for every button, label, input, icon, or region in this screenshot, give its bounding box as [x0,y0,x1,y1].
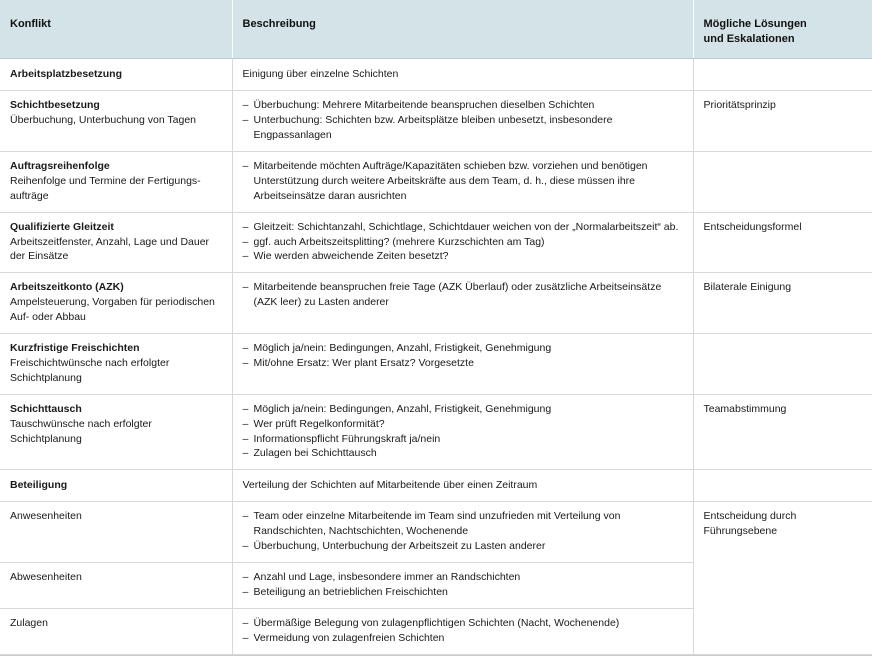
cell-loesungen [693,273,872,334]
konflikt-subtitle: Freischichtwünsche nach erfolgter Schichtplanung [10,356,170,384]
cell-beschreibung [232,151,693,212]
header-row [0,6,872,59]
table-row [0,151,872,212]
beschreibung-list-item: – Unterbuchung: Schichten bzw. Arbeitsplätze bleiben unbesetzt, insbesondere Engpassanlagen [243,113,683,143]
cell-konflikt [0,212,232,273]
beschreibung-list-item: – ggf. auch Arbeitszeitsplitting? (mehrere Kurzschichten am Tag) [243,235,683,250]
cell-loesungen [693,394,872,470]
konflikt-title: Arbeitszeitkonto (AZK) [10,281,124,294]
beschreibung-text: Verteilung der Schichten auf Mitarbeitende über einen Zeitraum [242,479,538,492]
beschreibung-list-item: – Wie werden abweichende Zeiten besetzt? [243,249,683,264]
cell-beschreibung [232,212,693,273]
cell-loesungen [693,59,872,91]
column-header-konflikt: Konflikt [0,6,232,59]
konflikt-title: Kurzfristige Freischichten [10,342,140,355]
loesung-text: Teamabstimmung [703,402,787,415]
beschreibung-list-item: – Vermeidung von zulagenfreien Schichten [243,631,683,646]
konflikt-subtitle: Überbuchung, Unterbuchung von Tagen [10,114,197,127]
konflikt-subtitle: Reihenfolge und Termine der Fertigungsaufträge [10,174,201,202]
cell-beschreibung [232,394,693,470]
beschreibung-list-item: – Überbuchung, Unterbuchung der Arbeitszeit zu Lasten anderer [243,539,683,554]
cell-konflikt [0,273,232,334]
cell-loesungen [693,151,872,212]
konflikt-title: Schichtbesetzung [10,99,100,112]
cell-konflikt [0,59,232,91]
column-header-loesungen [693,6,872,59]
beschreibung-text: Einigung über einzelne Schichten [242,68,399,81]
table-row [0,59,872,91]
table-row [0,91,872,152]
konflikt-subtitle: Zulagen [10,616,48,629]
loesung-line1: Entscheidung durch [703,510,797,523]
column-header-loesungen-line2: und Eskalationen [703,32,795,45]
konflikt-subtitle: Anwesenheiten [10,510,82,523]
beschreibung-list-item: – Übermäßige Belegung von zulagenpflichtigen Schichten (Nacht, Wochenende) [243,616,683,631]
konflikt-subtitle: Abwesenheiten [10,571,82,583]
cell-loesungen [693,91,872,152]
cell-konflikt [0,394,232,470]
beschreibung-list-item: – Zulagen bei Schichttausch [243,446,683,461]
konflikt-title: Arbeitsplatzbesetzung [10,68,123,81]
cell-loesungen [693,334,872,395]
column-header-beschreibung: Beschreibung [232,6,693,59]
cell-beschreibung [232,273,693,334]
beschreibung-list-item: – Anzahl und Lage, insbesondere immer an Randschichten [243,570,683,585]
beschreibung-list [243,220,683,265]
beschreibung-list [243,98,683,143]
beschreibung-list [243,570,683,600]
konflikt-title: Schichttausch [10,402,82,415]
cell-konflikt [0,502,232,563]
loesung-line2: Führungsebene [703,525,778,538]
cell-beschreibung [232,502,693,563]
beschreibung-list-item: – Mitarbeitende beanspruchen freie Tage (AZK Überlauf) oder zusätzliche Arbeitseinsätze (AZK leer) zu Lasten anderer [243,280,683,310]
beschreibung-list-item: – Informationspflicht Führungskraft ja/nein [243,432,683,447]
konflikt-subtitle: Tauschwünsche nach erfolgter Schichtplanung [10,417,152,445]
cell-beschreibung [232,608,693,654]
cell-konflikt [0,151,232,212]
beschreibung-list-item: – Gleitzeit: Schichtanzahl, Schichtlage, Schichtdauer weichen von der „Normalarbeitszeit“ ab. [243,220,683,235]
beschreibung-list-item: – Möglich ja/nein: Bedingungen, Anzahl, Fristigkeit, Genehmigung [243,402,683,417]
beschreibung-list-item: – Beteiligung an betrieblichen Freischichten [243,585,683,600]
cell-loesungen [693,470,872,502]
cell-beschreibung [232,59,693,91]
beschreibung-list [243,341,683,371]
table-body [0,59,872,654]
cell-beschreibung [232,91,693,152]
beschreibung-list [243,616,683,646]
table-row [0,212,872,273]
cell-konflikt [0,563,232,609]
beschreibung-list [243,280,683,310]
konflikt-title: Qualifizierte Gleitzeit [10,220,114,233]
beschreibung-list-item: – Möglich ja/nein: Bedingungen, Anzahl, Fristigkeit, Genehmigung [243,341,683,356]
cell-beschreibung [232,563,693,609]
table-header [0,0,872,59]
table-row [0,394,872,470]
cell-konflikt [0,91,232,152]
beschreibung-list [243,509,683,554]
konflikt-title: Auftragsreihenfolge [10,159,110,172]
column-header-loesungen-line1: Mögliche Lösungen [703,18,807,30]
beschreibung-list-item: – Wer prüft Regelkonformität? [243,417,683,432]
table-row [0,470,872,502]
beschreibung-list-item: – Mitarbeitende möchten Aufträge/Kapazitäten schieben bzw. vorziehen und benötigen Unterstützung durch weitere Arbeitskräfte aus dem Team, d. h., diese müssen ihre Arbeitseinsätze daran ausrichten [243,159,683,204]
cell-konflikt [0,334,232,395]
cell-beschreibung [232,470,693,502]
cell-beschreibung [232,334,693,395]
table-bottom-rule [0,655,872,656]
cell-konflikt [0,470,232,502]
loesung-text: Entscheidungsformel [703,220,802,233]
table-row [0,273,872,334]
beschreibung-list-item: – Team oder einzelne Mitarbeitende im Team sind unzufrieden mit Verteilung von Randschichten, Nachtschichten, Wochenende [243,509,683,539]
beschreibung-list-item: – Überbuchung: Mehrere Mitarbeitende beanspruchen dieselben Schichten [243,98,683,113]
konflikt-subtitle: Ampelsteuerung, Vorgaben für periodischen Auf- oder Abbau [10,296,215,324]
konflikt-title: Beteiligung [10,479,68,492]
cell-loesungen-merged [693,502,872,654]
beschreibung-list-item: – Mit/ohne Ersatz: Wer plant Ersatz? Vorgesetzte [243,356,683,371]
cell-konflikt [0,608,232,654]
table-row [0,334,872,395]
beschreibung-list [243,402,683,462]
cell-loesungen [693,212,872,273]
table-row [0,502,872,563]
konflikt-subtitle: Arbeitszeitfenster, Anzahl, Lage und Dauer der Einsätze [10,235,210,263]
loesung-text: Prioritätsprinzip [703,99,776,112]
beschreibung-list [243,159,683,204]
loesung-text: Bilaterale Einigung [703,281,792,294]
